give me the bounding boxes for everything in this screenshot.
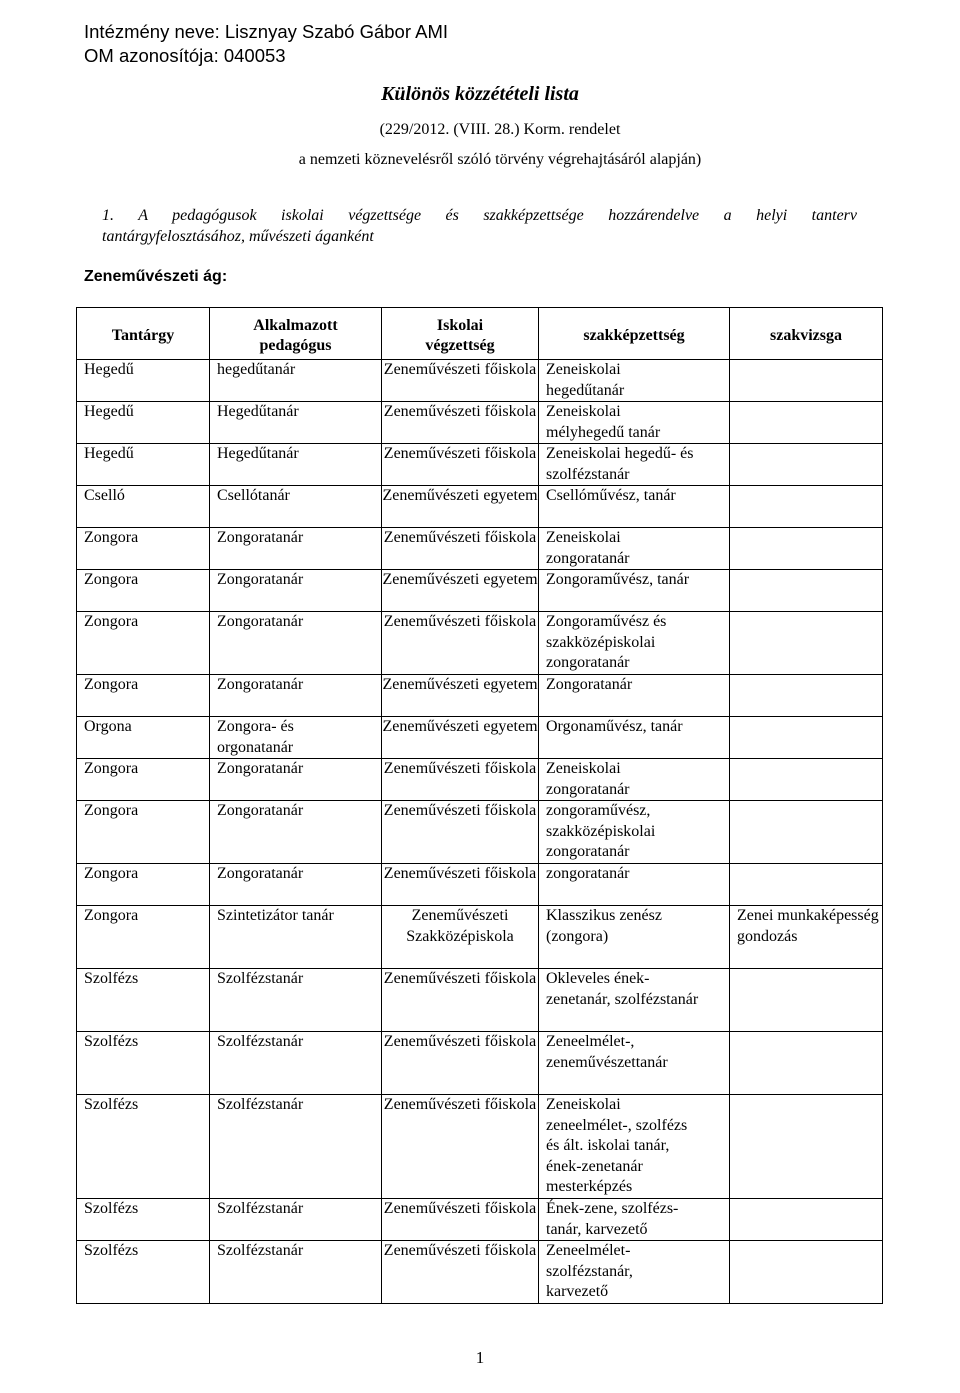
cell-subject: Hegedű [77, 444, 210, 486]
cell-qualification: Zongoraművész, tanár [539, 570, 730, 612]
cell-education: Zeneművészeti főiskola [382, 1199, 539, 1241]
cell-subject: Hegedű [77, 402, 210, 444]
table-row [77, 486, 883, 528]
om-id: OM azonosítója: 040053 [84, 45, 286, 66]
cell-teacher: Zongoratanár [210, 864, 382, 906]
cell-qualification: Zeneiskolai zeneelmélet-, szolfézs és ált. iskolai tanár, ének-zenetanár mesterképzés [539, 1095, 730, 1199]
cell-teacher: Szolfézstanár [210, 1032, 382, 1095]
cell-teacher: Zongoratanár [210, 570, 382, 612]
cell-subject: Szolfézs [77, 1241, 210, 1304]
document-title: Különös közzétételi lista [381, 83, 579, 105]
cell-subject: Zongora [77, 801, 210, 864]
cell-education: Zeneművészeti főiskola [382, 402, 539, 444]
cell-qualification: Orgonaművész, tanár [539, 717, 730, 759]
cell-education: Zeneművészeti főiskola [382, 1095, 539, 1199]
cell-exam [730, 402, 883, 444]
cell-qualification: zongoratanár [539, 864, 730, 906]
cell-teacher: Csellótanár [210, 486, 382, 528]
cell-education: Zeneművészeti egyetem [382, 570, 539, 612]
cell-subject: Zongora [77, 528, 210, 570]
cell-education: Zeneművészeti egyetem [382, 675, 539, 717]
table-row [77, 1241, 883, 1304]
table-row [77, 570, 883, 612]
cell-exam [730, 717, 883, 759]
cell-teacher: Szolfézstanár [210, 1199, 382, 1241]
cell-education: Zeneművészeti főiskola [382, 360, 539, 402]
cell-education: Zeneművészeti főiskola [382, 1032, 539, 1095]
cell-exam [730, 444, 883, 486]
subtitle-law: a nemzeti köznevelésről szóló törvény végrehajtásáról alapján) [298, 151, 702, 168]
cell-qualification: Zeneelmélet-szolfézstanár, karvezető [539, 1241, 730, 1304]
section-intro [102, 205, 857, 247]
cell-teacher: Zongoratanár [210, 675, 382, 717]
cell-qualification: zongoraművész, szakközépiskolai zongoratanár [539, 801, 730, 864]
cell-teacher: Szolfézstanár [210, 969, 382, 1032]
cell-qualification: Zeneiskolai hegedűtanár [539, 360, 730, 402]
cell-subject: Orgona [77, 717, 210, 759]
cell-qualification: Zongoratanár [539, 675, 730, 717]
cell-qualification: Zeneelmélet-, zeneművészettanár [539, 1032, 730, 1095]
table-row [77, 675, 883, 717]
table-header-row [77, 308, 883, 360]
cell-subject: Zongora [77, 906, 210, 969]
cell-education: Zeneművészeti főiskola [382, 759, 539, 801]
cell-education: Zeneművészeti Szakközépiskola [382, 906, 539, 969]
cell-education: Zeneművészeti egyetem [382, 486, 539, 528]
cell-exam [730, 1199, 883, 1241]
intro-line-1: 1. A pedagógusok iskolai végzettsége és szakképzettsége hozzárendelve a helyi tanterv [102, 207, 857, 224]
table-row [77, 444, 883, 486]
cell-education: Zeneművészeti főiskola [382, 444, 539, 486]
cell-teacher: Zongoratanár [210, 759, 382, 801]
cell-qualification: Zeneiskolai zongoratanár [539, 759, 730, 801]
table-row [77, 612, 883, 675]
cell-qualification: Zeneiskolai zongoratanár [539, 528, 730, 570]
column-header-exam: szakvizsga [730, 308, 883, 360]
cell-qualification: Klasszikus zenész (zongora) [539, 906, 730, 969]
cell-education: Zeneművészeti főiskola [382, 801, 539, 864]
cell-teacher: Szolfézstanár [210, 1241, 382, 1304]
table-row [77, 360, 883, 402]
table-row [77, 906, 883, 969]
cell-education: Zeneművészeti főiskola [382, 969, 539, 1032]
cell-teacher: Hegedűtanár [210, 444, 382, 486]
cell-subject: Zongora [77, 759, 210, 801]
cell-exam [730, 486, 883, 528]
table-row [77, 1199, 883, 1241]
cell-exam [730, 969, 883, 1032]
table-row [77, 864, 883, 906]
cell-exam [730, 864, 883, 906]
table-row [77, 528, 883, 570]
cell-qualification: Okleveles ének-zenetanár, szolfézstanár [539, 969, 730, 1032]
subtitle-decree: (229/2012. (VIII. 28.) Korm. rendelet [379, 121, 621, 138]
cell-exam [730, 1032, 883, 1095]
header [84, 20, 448, 68]
cell-subject: Zongora [77, 612, 210, 675]
cell-teacher: Zongoratanár [210, 612, 382, 675]
cell-exam [730, 360, 883, 402]
cell-exam [730, 675, 883, 717]
cell-teacher: Zongoratanár [210, 801, 382, 864]
table-row [77, 717, 883, 759]
table-row [77, 759, 883, 801]
table-row [77, 1032, 883, 1095]
cell-exam [730, 528, 883, 570]
cell-exam [730, 570, 883, 612]
cell-education: Zeneművészeti főiskola [382, 1241, 539, 1304]
column-header-qualification: szakképzettség [539, 308, 730, 360]
cell-qualification: Zeneiskolai hegedű- és szolfézstanár [539, 444, 730, 486]
cell-subject: Cselló [77, 486, 210, 528]
cell-exam [730, 1095, 883, 1199]
cell-education: Zeneművészeti főiskola [382, 612, 539, 675]
intro-line-2: tantárgyfelosztásához, művészeti áganként [102, 228, 374, 245]
cell-subject: Szolfézs [77, 1095, 210, 1199]
cell-teacher: hegedűtanár [210, 360, 382, 402]
cell-qualification: Zongoraművész és szakközépiskolai zongoratanár [539, 612, 730, 675]
column-header-education: Iskolai végzettség [382, 308, 539, 360]
cell-exam [730, 1241, 883, 1304]
cell-qualification: Zeneiskolai mélyhegedű tanár [539, 402, 730, 444]
cell-teacher: Hegedűtanár [210, 402, 382, 444]
cell-teacher: Szintetizátor tanár [210, 906, 382, 969]
table-row [77, 402, 883, 444]
cell-education: Zeneművészeti főiskola [382, 528, 539, 570]
teacher-qualification-table [76, 307, 883, 1304]
cell-teacher: Szolfézstanár [210, 1095, 382, 1199]
cell-exam [730, 612, 883, 675]
cell-subject: Szolfézs [77, 1199, 210, 1241]
cell-subject: Hegedű [77, 360, 210, 402]
cell-subject: Szolfézs [77, 1032, 210, 1095]
branch-heading: Zeneművészeti ág: [84, 268, 228, 285]
cell-teacher: Zongoratanár [210, 528, 382, 570]
table-row [77, 801, 883, 864]
cell-subject: Zongora [77, 864, 210, 906]
table-row [77, 1095, 883, 1199]
page-number: 1 [475, 1348, 485, 1367]
institution-name: Intézmény neve: Lisznyay Szabó Gábor AMI [84, 21, 449, 42]
cell-education: Zeneművészeti egyetem [382, 717, 539, 759]
cell-exam [730, 759, 883, 801]
cell-subject: Zongora [77, 570, 210, 612]
cell-qualification: Csellóművész, tanár [539, 486, 730, 528]
column-header-teacher: Alkalmazott pedagógus [210, 308, 382, 360]
cell-education: Zeneművészeti főiskola [382, 864, 539, 906]
cell-subject: Zongora [77, 675, 210, 717]
cell-qualification: Ének-zene, szolfézs-tanár, karvezető [539, 1199, 730, 1241]
column-header-subject: Tantárgy [77, 308, 210, 360]
cell-exam [730, 801, 883, 864]
table-row [77, 969, 883, 1032]
cell-subject: Szolfézs [77, 969, 210, 1032]
cell-exam: Zenei munkaképesség gondozás [730, 906, 883, 969]
cell-teacher: Zongora- és orgonatanár [210, 717, 382, 759]
